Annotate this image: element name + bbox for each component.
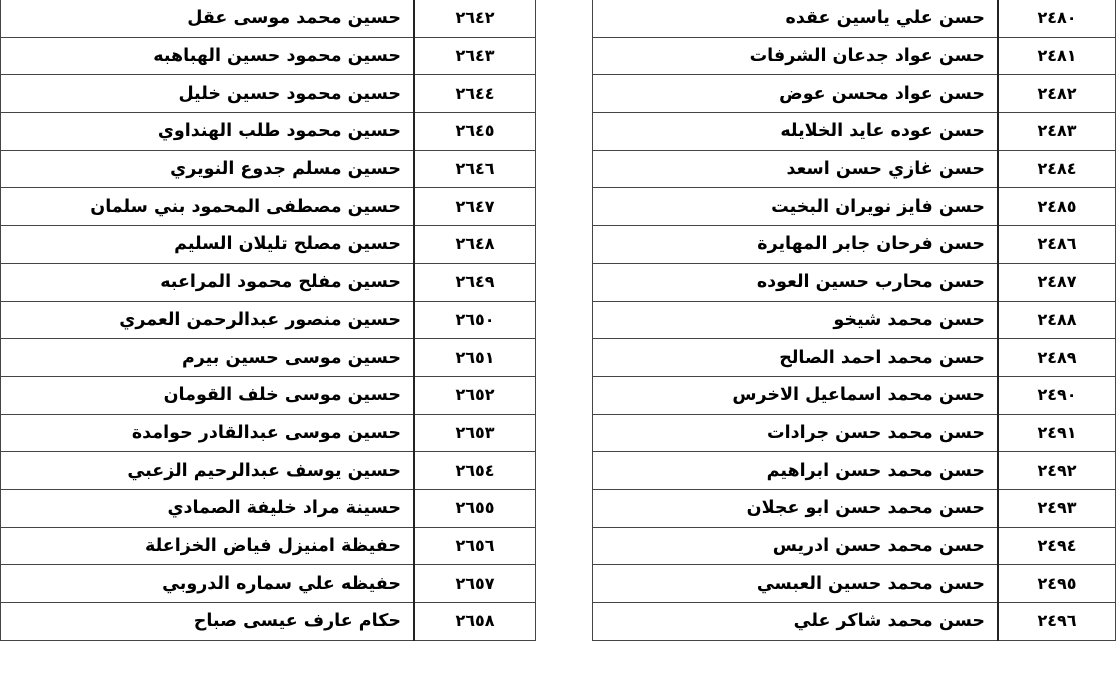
person-name: حسين محمود حسين الهباهبه [1,37,415,75]
names-table-left [0,0,536,641]
person-name: حسن محمد اسماعيل الاخرس [593,376,999,414]
table-row [593,376,1116,414]
table-row [593,489,1116,527]
person-name: حسين يوسف عبدالرحيم الزعبي [1,452,415,490]
person-name: حسين محمود حسين خليل [1,75,415,113]
row-number: ٢٤٨٨ [998,301,1116,339]
person-name: حسين محمد موسى عقل [1,0,415,37]
row-number: ٢٦٤٩ [414,263,536,301]
person-name: حسن عواد جدعان الشرفات [593,37,999,75]
table-row [1,150,536,188]
table-row [593,75,1116,113]
person-name: حسن فرحان جابر المهايرة [593,226,999,264]
person-name: حسن محمد حسن ابراهيم [593,452,999,490]
person-name: حسن فايز نويران البخيت [593,188,999,226]
row-number: ٢٦٤٣ [414,37,536,75]
person-name: حفيظه علي سماره الدروبي [1,565,415,603]
person-name: حسن محمد شاكر علي [593,603,999,641]
row-number: ٢٦٥٣ [414,414,536,452]
table-row [1,188,536,226]
row-number: ٢٦٥٨ [414,603,536,641]
table-row [1,565,536,603]
table-row [593,565,1116,603]
names-table-right [592,0,1116,641]
row-number: ٢٤٩٢ [998,452,1116,490]
table-row [1,226,536,264]
table-row [1,603,536,641]
row-number: ٢٤٩١ [998,414,1116,452]
person-name: حسين مصطفى المحمود بني سلمان [1,188,415,226]
table-body [1,0,536,640]
person-name: حسن محمد حسن ابو عجلان [593,489,999,527]
person-name: حسين مصلح تليلان السليم [1,226,415,264]
person-name: حسن محمد حسن ادريس [593,527,999,565]
row-number: ٢٤٨٠ [998,0,1116,37]
table-row [593,527,1116,565]
table-row [593,263,1116,301]
table-row [593,188,1116,226]
row-number: ٢٦٤٥ [414,113,536,151]
row-number: ٢٦٤٦ [414,150,536,188]
row-number: ٢٦٥٧ [414,565,536,603]
row-number: ٢٤٨٣ [998,113,1116,151]
row-number: ٢٦٥٥ [414,489,536,527]
person-name: حسين محمود طلب الهنداوي [1,113,415,151]
row-number: ٢٤٩٠ [998,376,1116,414]
person-name: حسين موسى خلف القومان [1,376,415,414]
table-row [1,489,536,527]
row-number: ٢٦٥٢ [414,376,536,414]
table-row [1,113,536,151]
table-row [1,527,536,565]
person-name: حكام عارف عيسى صباح [1,603,415,641]
person-name: حسن علي ياسين عقده [593,0,999,37]
table-row [593,414,1116,452]
row-number: ٢٤٨١ [998,37,1116,75]
person-name: حسن محارب حسين العوده [593,263,999,301]
table-row [593,339,1116,377]
table-row [1,301,536,339]
row-number: ٢٦٤٤ [414,75,536,113]
table-row [593,37,1116,75]
row-number: ٢٤٩٥ [998,565,1116,603]
row-number: ٢٤٨٦ [998,226,1116,264]
row-number: ٢٤٨٩ [998,339,1116,377]
table-row [1,0,536,37]
person-name: حفيظة امنيزل فياض الخزاعلة [1,527,415,565]
table-row [1,376,536,414]
row-number: ٢٦٤٨ [414,226,536,264]
row-number: ٢٦٥١ [414,339,536,377]
table-row [1,75,536,113]
person-name: حسينة مراد خليفة الصمادي [1,489,415,527]
row-number: ٢٤٩٣ [998,489,1116,527]
table-row [593,452,1116,490]
row-number: ٢٤٨٧ [998,263,1116,301]
table-row [1,263,536,301]
table-row [1,414,536,452]
table-row [593,603,1116,641]
person-name: حسن عواد محسن عوض [593,75,999,113]
person-name: حسن عوده عايد الخلايله [593,113,999,151]
row-number: ٢٤٩٦ [998,603,1116,641]
person-name: حسن غازي حسن اسعد [593,150,999,188]
person-name: حسين مسلم جدوع النويري [1,150,415,188]
row-number: ٢٦٤٢ [414,0,536,37]
row-number: ٢٦٥٤ [414,452,536,490]
table-row [1,37,536,75]
person-name: حسين موسى عبدالقادر حوامدة [1,414,415,452]
row-number: ٢٤٨٢ [998,75,1116,113]
person-name: حسين موسى حسين بيرم [1,339,415,377]
person-name: حسن محمد حسن جرادات [593,414,999,452]
person-name: حسن محمد احمد الصالح [593,339,999,377]
table-row [593,301,1116,339]
person-name: حسين مفلح محمود المراعبه [1,263,415,301]
row-number: ٢٦٥٦ [414,527,536,565]
row-number: ٢٤٩٤ [998,527,1116,565]
table-row [593,0,1116,37]
table-row [593,113,1116,151]
row-number: ٢٦٥٠ [414,301,536,339]
person-name: حسن محمد شيخو [593,301,999,339]
table-row [1,339,536,377]
row-number: ٢٤٨٥ [998,188,1116,226]
table-row [593,226,1116,264]
person-name: حسين منصور عبدالرحمن العمري [1,301,415,339]
person-name: حسن محمد حسين العبسي [593,565,999,603]
table-body [593,0,1116,640]
table-row [1,452,536,490]
row-number: ٢٦٤٧ [414,188,536,226]
table-row [593,150,1116,188]
row-number: ٢٤٨٤ [998,150,1116,188]
